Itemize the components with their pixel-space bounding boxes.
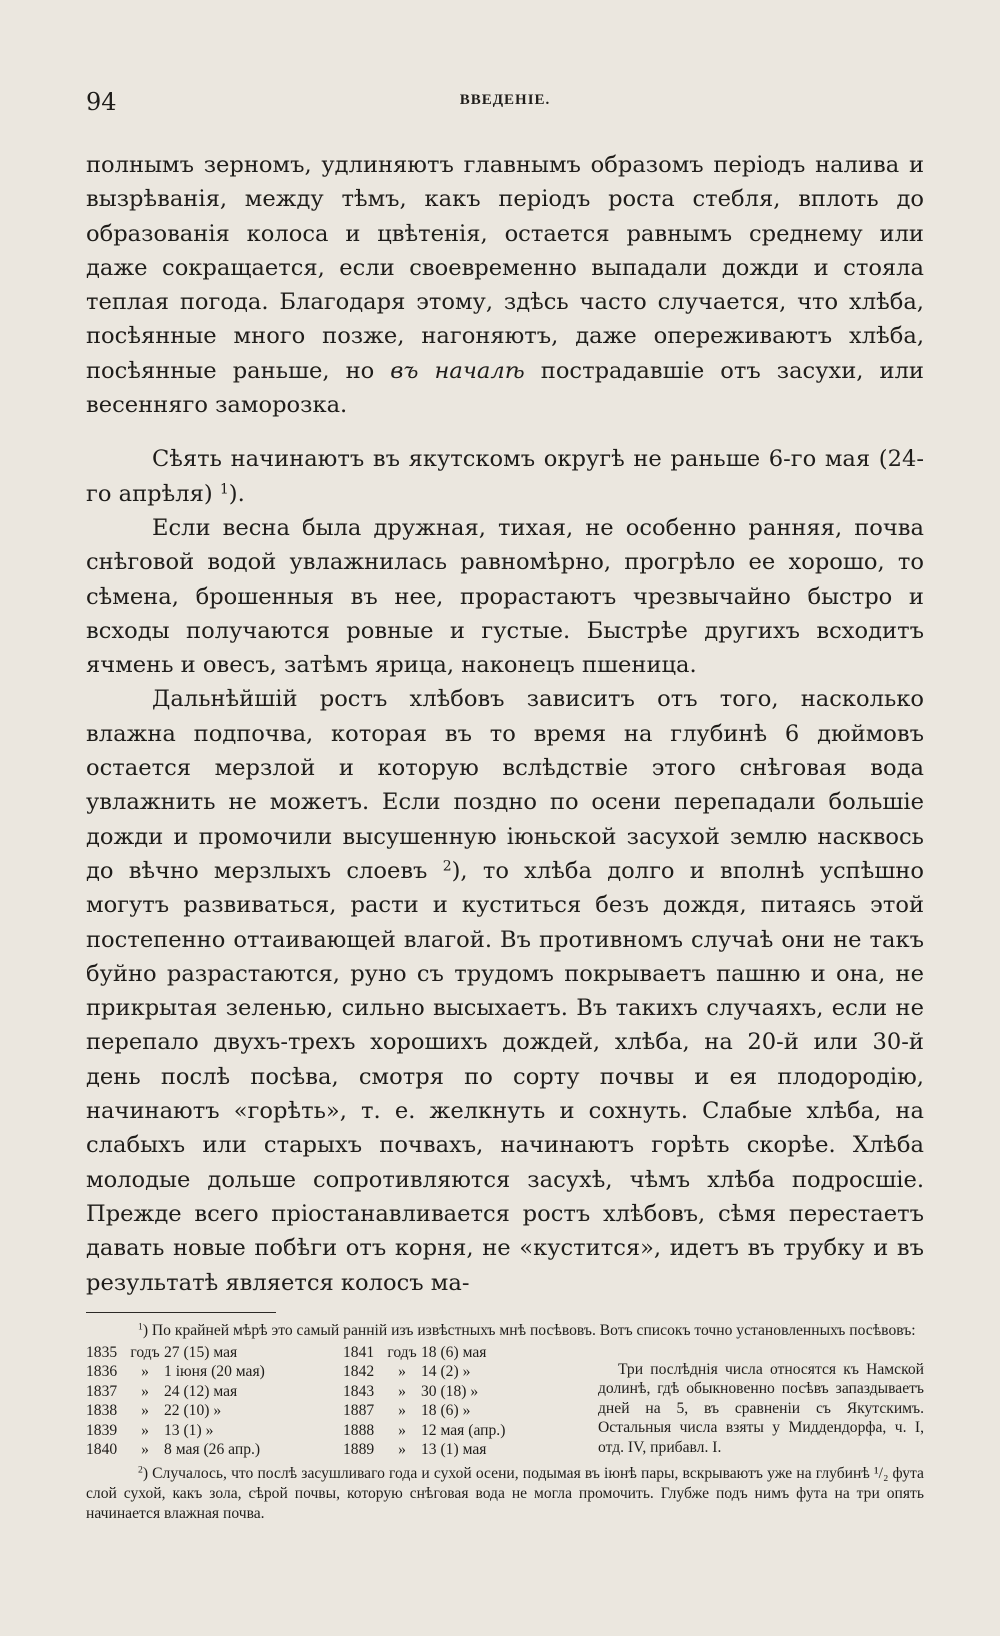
footnote-2-text (86, 1464, 924, 1524)
paragraph-2-text-end: ). (228, 480, 245, 507)
footnote-2 (86, 1464, 924, 1524)
footnote-2-fraction: ¹/₂ (873, 1464, 889, 1482)
sowing-date-row (86, 1401, 343, 1421)
footnote-ref-2: 2 (442, 858, 452, 875)
sowing-dates-left-column (86, 1343, 343, 1460)
sowing-date: 18 (6) мая (421, 1343, 487, 1361)
sowing-year: 1838 (86, 1402, 118, 1420)
sowing-mark: » (398, 1382, 406, 1400)
footnote-ref-1: 1 (219, 480, 229, 497)
footnote-1 (86, 1321, 924, 1460)
sowing-year: 1843 (343, 1382, 375, 1400)
sowing-year: 1840 (86, 1441, 118, 1459)
sowing-mark: » (141, 1363, 149, 1381)
page-header (86, 88, 924, 128)
paragraph-1-italic: въ началѣ (390, 357, 525, 384)
sowing-mark: » (398, 1363, 406, 1381)
sowing-date: 27 (15) мая (164, 1343, 238, 1361)
paragraph-2 (86, 442, 924, 511)
sowing-date-row (343, 1421, 598, 1441)
sowing-date-row (86, 1382, 343, 1402)
sowing-date: 18 (6) » (421, 1402, 471, 1420)
sowing-mark: » (141, 1382, 149, 1400)
sowing-mark: » (141, 1402, 149, 1420)
sowing-date: 14 (2) » (421, 1363, 471, 1381)
sowing-date-row (343, 1440, 598, 1460)
sowing-year: 1889 (343, 1441, 375, 1459)
sowing-date: 24 (12) мая (164, 1382, 238, 1400)
footnote-2-body: ) Случалось, что послѣ засушливаго года и сухой осени, подымая въ іюнѣ пары, вскрываютъ уже на глубинѣ (142, 1464, 874, 1482)
sowing-date-row (86, 1421, 343, 1441)
footnote-1-body: ) По крайней мѣрѣ это самый раннiй изъ извѣстныхъ мнѣ посѣвовъ. Вотъ списокъ точно установленныхъ посѣвовъ: (142, 1321, 916, 1339)
sowing-year: 1836 (86, 1363, 118, 1381)
sowing-date: 22 (10) » (164, 1402, 222, 1420)
sowing-year: 1842 (343, 1363, 375, 1381)
footnote-2-body-end: фута слой сухой, какъ зола, сѣрой почвы, которую снѣговая вода не могла промочить. Глубже подъ нимъ фута на три опять начинается влажная почва. (86, 1464, 924, 1522)
sowing-date-row (343, 1382, 598, 1402)
sowing-date: 8 мая (26 апр.) (164, 1441, 261, 1459)
sowing-date: 30 (18) » (421, 1382, 479, 1400)
sowing-year: 1841 (343, 1343, 375, 1361)
paragraph-4 (86, 682, 924, 1299)
sowing-date: 12 мая (апр.) (421, 1421, 506, 1439)
sowing-date: 13 (1) » (164, 1421, 214, 1439)
sowing-date-row (86, 1362, 343, 1382)
sowing-date-row (343, 1362, 598, 1382)
sowing-date-row (86, 1343, 343, 1363)
page-number: 94 (86, 88, 117, 116)
sowing-date-row (86, 1440, 343, 1460)
sowing-mark: годъ (130, 1343, 160, 1361)
sowing-mark: » (398, 1441, 406, 1459)
sowing-date: 13 (1) мая (421, 1441, 487, 1459)
paragraph-4-text: Дальнѣйшій ростъ хлѣбовъ зависитъ отъ того, насколько влажна подпочва, которая въ то время на глубинѣ 6 дюймовъ остается мерзлой и которую вслѣдствіе этого снѣговая вода увлажнить не можетъ. Если поздно по осени перепадали большіе дожди и промочили высушенную іюньской засухой землю насквось до вѣчно мерзлыхъ слоевъ (86, 686, 924, 884)
sowing-mark: » (398, 1402, 406, 1420)
sowing-date-row (343, 1343, 598, 1363)
sowing-mark: » (398, 1421, 406, 1439)
sowing-year: 1835 (86, 1343, 118, 1361)
sowing-mark: годъ (387, 1343, 417, 1361)
footnote-1-text (86, 1321, 924, 1341)
footnote-1-mark: 1 (138, 1321, 143, 1333)
sowing-date: 1 іюня (20 мая) (164, 1363, 265, 1381)
sowing-year: 1839 (86, 1421, 118, 1439)
sowing-dates-note: Три послѣднія числа относятся къ Намской долинѣ, гдѣ обыкновенно посѣвъ запаздываетъ дней на 5, въ сравненіи съ Якутскимъ. Остальныя числа взяты у Миддендорфа, ч. I, отд. IV, прибавл. I. (598, 1360, 924, 1456)
running-head: ВВЕДЕНІЕ. (459, 92, 551, 108)
paragraph-1 (86, 148, 924, 422)
main-text (86, 148, 924, 1300)
paragraph-2-text: Сѣять начинаютъ въ якутскомъ округѣ не раньше 6-го мая (24-го апрѣля) (86, 446, 924, 507)
sowing-year: 1887 (343, 1402, 375, 1420)
sowing-mark: » (141, 1421, 149, 1439)
paragraph-1-text: полнымъ зерномъ, удлиняютъ главнымъ образомъ періодъ налива и вызрѣванія, между тѣмъ, какъ періодъ роста стебля, вплоть до образованія колоса и цвѣтенія, остается равнымъ среднему или даже сокращается, если своевременно выпадали дожди и стояла теплая погода. Благодаря этому, здѣсь часто случается, что хлѣба, посѣянные много позже, нагоняютъ, даже опереживаютъ хлѣба, посѣянные раньше, но (86, 152, 924, 384)
footnote-separator (86, 1312, 276, 1313)
sowing-year: 1837 (86, 1382, 118, 1400)
sowing-dates-right-column (343, 1343, 598, 1460)
paragraph-1-text-end: пострадавшіе отъ засухи, или весенняго заморозка. (86, 357, 924, 419)
sowing-mark: » (141, 1441, 149, 1459)
sowing-year: 1888 (343, 1421, 375, 1439)
paragraph-3: Если весна была дружная, тихая, не особенно ранняя, почва снѣговой водой увлажнилась равномѣрно, прогрѣло ее хорошо, то сѣмена, брошенныя въ нее, прорастаютъ чрезвычайно быстро и всходы получаются ровные и густые. Быстрѣе другихъ всходитъ ячмень и овесъ, затѣмъ ярица, наконецъ пшеница. (86, 514, 924, 679)
paragraph-4-text-end: ), то хлѣба долго и вполнѣ успѣшно могутъ развиваться, расти и куститься безъ дождя, питаясь этой постепенно оттаивающей влагой. Въ противномъ случаѣ они не такъ буйно разрастаются, руно съ трудомъ покрываетъ пашню и она, не прикрытая зеленью, сильно высыхаетъ. Въ такихъ случаяхъ, если не перепало двухъ-трехъ хорошихъ дождей, хлѣба, на 20-й или 30-й день послѣ посѣва, смотря по сорту почвы и ея плодородію, начинаютъ «горѣть», т. е. желкнуть и сохнуть. Слабые хлѣба, на слабыхъ или старыхъ почвахъ, начинаютъ горѣть скорѣе. Хлѣба молодые дольше сопротивляются засухѣ, чѣмъ хлѣба подросшіе. Прежде всего пріостанавливается ростъ хлѣбовъ, сѣмя перестаетъ давать новые побѣги отъ корня, не «кустится», идетъ въ трубку и въ результатѣ является колосъ ма- (86, 857, 925, 1296)
sowing-date-row (343, 1401, 598, 1421)
footnote-2-mark: 2 (138, 1464, 143, 1476)
sowing-dates-table (86, 1343, 924, 1460)
